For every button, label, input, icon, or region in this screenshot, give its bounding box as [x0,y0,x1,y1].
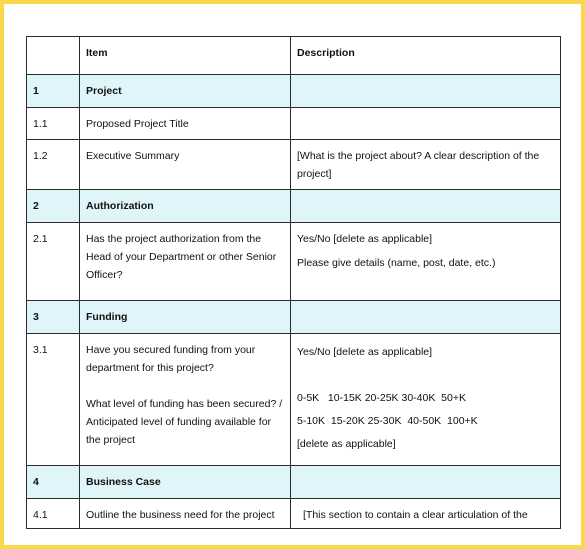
row-item: Executive Summary [80,140,291,190]
section-row-project [27,75,561,108]
row-4-1 [27,499,561,529]
row-num: 3 [27,301,80,334]
row-item: Has the project authorization from the Head of your Department or other Senior Officer? [80,223,291,301]
row-desc [291,466,561,499]
row-desc: [This section to contain a clear articulation of the [291,499,561,529]
row-item: Proposed Project Title [80,108,291,140]
section-row-funding [27,301,561,334]
row-num: 1 [27,75,80,108]
item-question: Have you secured funding from your department for this project? [86,344,256,374]
desc-line: Yes/No [delete as applicable] [297,233,433,245]
row-num: 2 [27,190,80,223]
document-page [4,4,581,545]
row-item: Project [80,75,291,108]
row-desc [291,301,561,334]
row-desc [291,334,561,466]
desc-line: [delete as applicable] [297,438,396,450]
header-item: Item [80,37,291,75]
row-num: 1.2 [27,140,80,190]
row-item [80,334,291,466]
row-num: 3.1 [27,334,80,466]
desc-line: Please give details (name, post, date, etc.) [297,257,496,269]
row-3-1 [27,334,561,466]
row-item: Authorization [80,190,291,223]
row-desc [291,190,561,223]
header-description: Description [291,37,561,75]
row-desc: [What is the project about? A clear description of the project] [291,140,561,190]
row-2-1 [27,223,561,301]
row-desc [291,75,561,108]
table-header-row [27,37,561,75]
section-row-authorization [27,190,561,223]
header-num [27,37,80,75]
row-num: 1.1 [27,108,80,140]
project-proposal-table [26,36,561,529]
row-desc [291,108,561,140]
row-num: 2.1 [27,223,80,301]
row-num: 4.1 [27,499,80,529]
desc-line: 5-10K 15-20K 25-30K 40-50K 100+K [297,415,478,427]
desc-line: Yes/No [delete as applicable] [297,346,433,358]
row-1-2 [27,140,561,190]
row-num: 4 [27,466,80,499]
desc-line: 0-5K 10-15K 20-25K 30-40K 50+K [297,392,466,404]
row-item: Funding [80,301,291,334]
row-desc [291,223,561,301]
row-item: Outline the business need for the project [80,499,291,529]
section-row-business-case [27,466,561,499]
row-item: Business Case [80,466,291,499]
row-1-1 [27,108,561,140]
item-question: What level of funding has been secured? / Anticipated level of funding available for the project [86,398,283,446]
